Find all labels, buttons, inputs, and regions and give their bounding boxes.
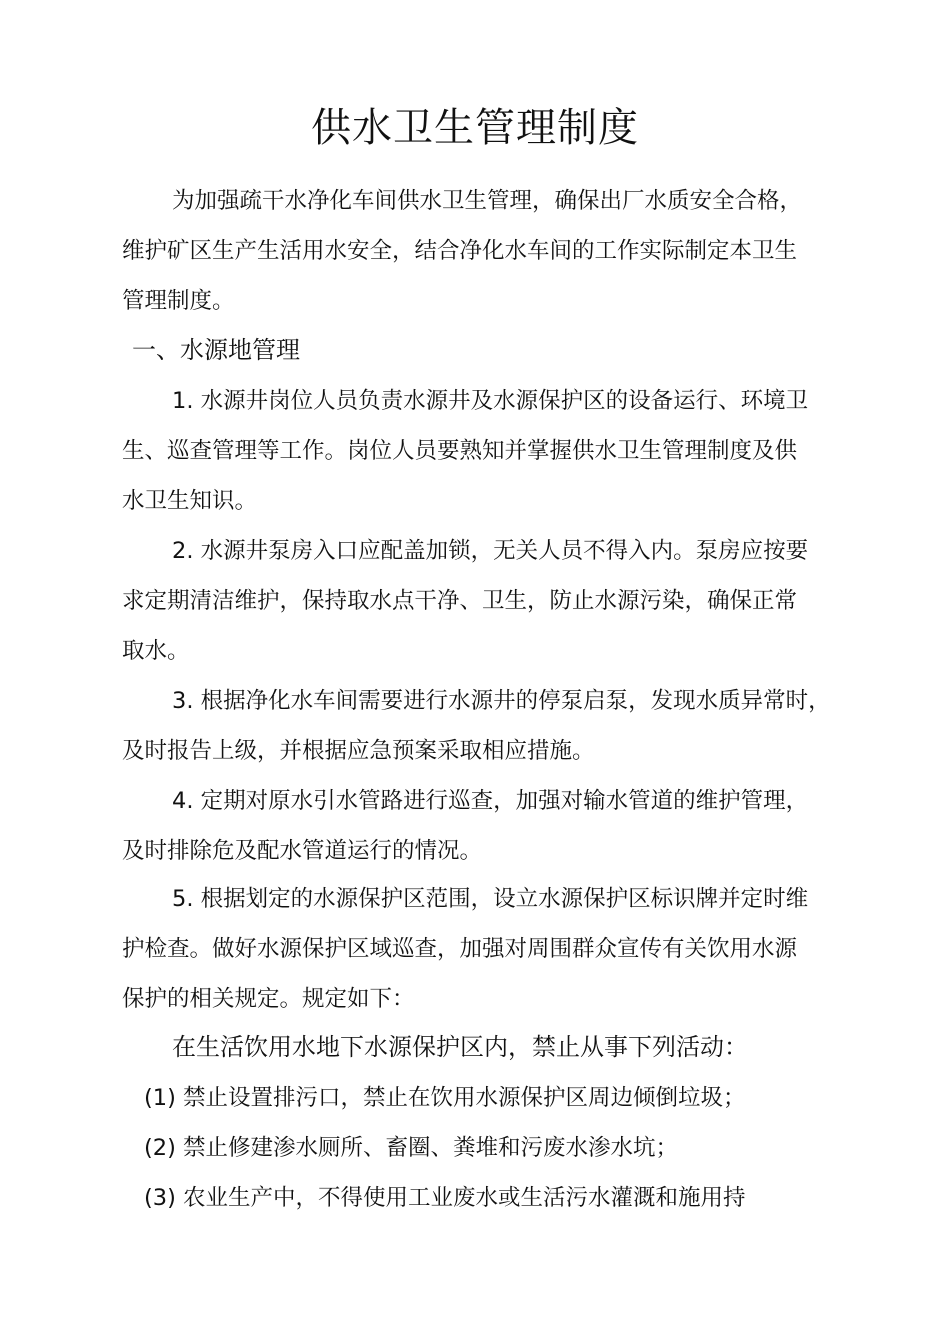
intro-line-2: 维护矿区生产生活用水安全，结合净化水车间的工作实际制定本卫生 [122,238,798,264]
section-heading-water-source: 一、水源地管理 [132,336,300,364]
item-5-line-3: 保护的相关规定。规定如下： [122,986,415,1012]
item-2-line-3: 取水。 [122,638,190,664]
intro-line-3: 管理制度。 [122,288,235,314]
item-2-line-2: 求定期清洁维护，保持取水点干净、卫生，防止水源污染，确保正常 [122,588,798,614]
item-1-line-1: 1. 水源井岗位人员负责水源井及水源保护区的设备运行、环境卫 [172,388,809,414]
item-4-line-2: 及时排除危及配水管道运行的情况。 [122,838,483,864]
item-3-line-2: 及时报告上级，并根据应急预案采取相应措施。 [122,738,595,764]
item-1-line-3: 水卫生知识。 [122,488,258,514]
item-3-line-1: 3. 根据净化水车间需要进行水源井的停泵启泵，发现水质异常时， [172,688,831,714]
prohibition-item-3: (3) 农业生产中，不得使用工业废水或生活污水灌溉和施用持 [144,1185,746,1211]
prohibition-item-1: (1) 禁止设置排污口，禁止在饮用水源保护区周边倾倒垃圾； [144,1085,746,1111]
prohibition-item-2: (2) 禁止修建渗水厕所、畜圈、粪堆和污废水渗水坑； [144,1135,679,1161]
document-title: 供水卫生管理制度 [311,105,639,151]
item-4-line-1: 4. 定期对原水引水管路进行巡查，加强对输水管道的维护管理， [172,788,809,814]
prohibition-intro: 在生活饮用水地下水源保护区内，禁止从事下列活动： [172,1033,748,1061]
item-5-line-2: 护检查。做好水源保护区域巡查，加强对周围群众宣传有关饮用水源 [122,936,798,962]
item-2-line-1: 2. 水源井泵房入口应配盖加锁，无关人员不得入内。泵房应按要 [172,538,809,564]
intro-line-1: 为加强疏干水净化车间供水卫生管理，确保出厂水质安全合格， [172,188,803,214]
item-5-line-1: 5. 根据划定的水源保护区范围，设立水源保护区标识牌并定时维 [172,886,809,912]
item-1-line-2: 生、巡查管理等工作。岗位人员要熟知并掌握供水卫生管理制度及供 [122,438,798,464]
